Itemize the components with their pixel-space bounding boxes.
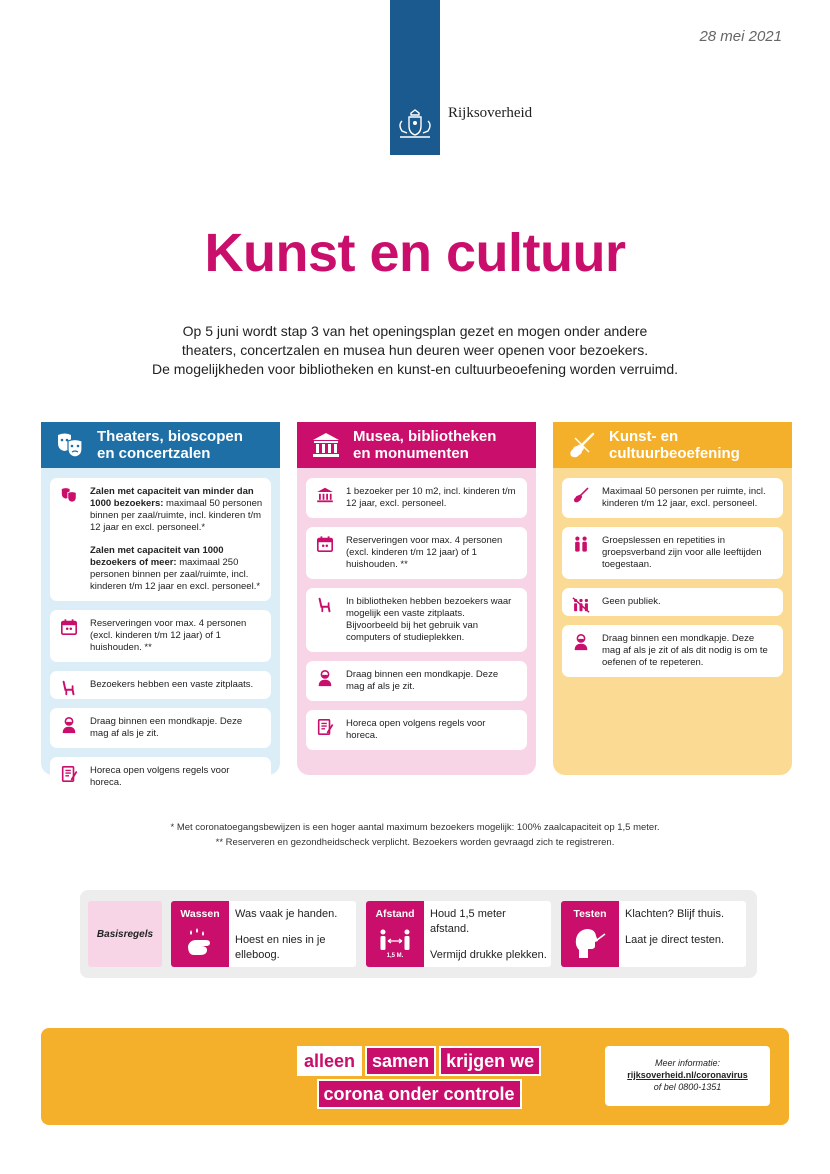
card-text: Geen publiek. [602,596,661,607]
group-icon [572,535,590,553]
slogan-word: samen [365,1046,436,1076]
rule-afstand [366,901,551,967]
violin-icon [572,486,590,504]
slogan-word: corona onder controle [317,1079,522,1109]
column-theaters [41,422,280,788]
info-card [50,671,271,699]
slogan-word: krijgen we [439,1046,541,1076]
column-title-line: Musea, bibliotheken [353,428,497,445]
intro-line: Op 5 juni wordt stap 3 van het openingsplan gezet en mogen onder andere [182,323,648,339]
rule-line: Vermijd drukke plekken. [430,949,547,961]
mask-person-icon [60,716,78,734]
calendar-icon [60,618,78,636]
rule-tag-label: Testen [573,908,607,920]
menu-list-icon [60,765,78,783]
card-text: maximaal 50 personen binnen per zaal/ruimte, incl. kinderen t/m 12 jaar en excl. personeel.* [90,498,263,533]
rule-line: Hoest en nies in je elleboog. [235,934,326,961]
card-text: 1 bezoeker per 10 m2, incl. kinderen t/m 12 jaar, excl. personeel. [346,486,516,509]
seat-icon [316,596,334,614]
rule-wassen [171,901,356,967]
intro-line: theaters, concertzalen en musea hun deuren weer openen voor bezoekers. [181,342,649,358]
theater-masks-icon [55,430,85,460]
column-title-line: en monumenten [353,445,469,462]
card-text: Groepslessen en repetities in groepsverband zijn voor alle leeftijden toegestaan. [602,535,762,570]
info-card [306,527,527,579]
basisregels-label: Basisregels [88,901,162,967]
column-header [41,422,280,468]
card-text: Draag binnen een mondkapje. Deze mag af als je zit. [90,716,243,739]
footnotes [0,820,830,850]
info-card [562,527,783,579]
card-text: Reserveringen voor max. 4 personen (excl. kinderen t/m 12 jaar) of 1 huishouden. ** [90,618,247,653]
column-header [297,422,536,468]
card-text: maximaal 250 personen binnen per zaal/ruimte, incl. kinderen t/m 12 jaar en excl. personeel.* [90,557,261,592]
crest-icon [396,109,434,141]
card-bold: Zalen met capaciteit van 1000 bezoekers of meer: [90,545,224,568]
rule-tag-label: Wassen [180,908,220,920]
card-bold: Zalen met capaciteit van minder dan 1000 bezoekers: [90,486,254,509]
info-card [306,710,527,750]
card-text: Horeca open volgens regels voor horeca. [90,765,230,788]
museum-icon [311,430,341,460]
rule-line: Klachten? Blijf thuis. [625,908,725,920]
column-title-line: cultuurbeoefening [609,445,740,462]
mask-person-icon [316,669,334,687]
rule-tag [171,901,229,967]
column-kunstbeoefening [553,422,792,775]
basisregels-panel [80,890,757,978]
test-swab-icon [573,926,607,960]
card-text: Draag binnen een mondkapje. Deze mag af als je zit. [346,669,499,692]
intro-text [120,322,710,379]
theater-masks-icon [60,486,78,504]
column-musea [297,422,536,775]
rule-line: Houd 1,5 meter afstand. [430,908,506,935]
rule-line: Was vaak je handen. [235,908,338,920]
info-card [50,708,271,748]
audience-icon [572,596,590,614]
rule-tag [366,901,424,967]
card-text: Reserveringen voor max. 4 personen (excl. kinderen t/m 12 jaar) of 1 huishouden. ** [346,535,503,570]
rule-tag [561,901,619,967]
mask-person-icon [572,633,590,651]
rule-line: Laat je direct testen. [625,934,725,946]
card-text: Maximaal 50 personen per ruimte, incl. kinderen t/m 12 jaar, excl. personeel. [602,486,766,509]
info-card [562,588,783,616]
rule-tag-label: Afstand [375,908,415,920]
distance-label: 1,5 M. [386,953,404,959]
info-phone: of bel 0800-1351 [653,1082,722,1092]
intro-line: De mogelijkheden voor bibliotheken en kunst-en cultuurbeoefening worden verruimd. [151,361,679,377]
column-title-line: Theaters, bioscopen [97,428,243,445]
menu-list-icon [316,718,334,736]
slogan-word: alleen [297,1046,362,1076]
more-info-box [605,1046,770,1106]
info-card [50,478,271,601]
card-text: In bibliotheken hebben bezoekers waar mogelijk een vaste zitplaats. Bijvoorbeeld bij het gebruik van computers of studieplekken. [346,596,512,643]
card-text: Horeca open volgens regels voor horeca. [346,718,486,741]
column-title-line: Kunst- en [609,428,679,445]
rijksoverheid-logo [390,0,440,155]
date: 28 mei 2021 [699,28,782,45]
info-card [50,610,271,662]
page-title: Kunst en cultuur [204,223,626,283]
info-card [306,661,527,701]
info-link[interactable]: rijksoverheid.nl/coronavirus [627,1070,748,1080]
info-card [562,625,783,677]
card-text: Bezoekers hebben een vaste zitplaats. [90,679,254,690]
footnote: ** Reserveren en gezondheidscheck verplicht. Bezoekers worden gevraagd zich te registreren. [215,837,615,848]
calendar-icon [316,535,334,553]
rule-testen [561,901,746,967]
seat-icon [60,679,78,697]
footnote: * Met coronatoegangsbewijzen is een hoger aantal maximum bezoekers mogelijk: 100% zaalcapaciteit op 1,5 meter. [170,822,660,833]
info-card [562,478,783,518]
info-label: Meer informatie: [654,1058,721,1068]
info-card [50,757,271,797]
museum-icon [316,486,334,504]
violin-icon [567,430,597,460]
card-text: Draag binnen een mondkapje. Deze mag af als je zit of als dit nodig is om te oefenen of te repeteren. [602,633,768,668]
distance-icon [378,926,412,960]
info-card [306,588,527,652]
slogan-banner [41,1028,789,1125]
info-card [306,478,527,518]
slogan [297,1046,541,1112]
column-header [553,422,792,468]
column-title-line: en concertzalen [97,445,211,462]
handwash-icon [183,926,217,960]
org-name: Rijksoverheid [448,105,533,121]
